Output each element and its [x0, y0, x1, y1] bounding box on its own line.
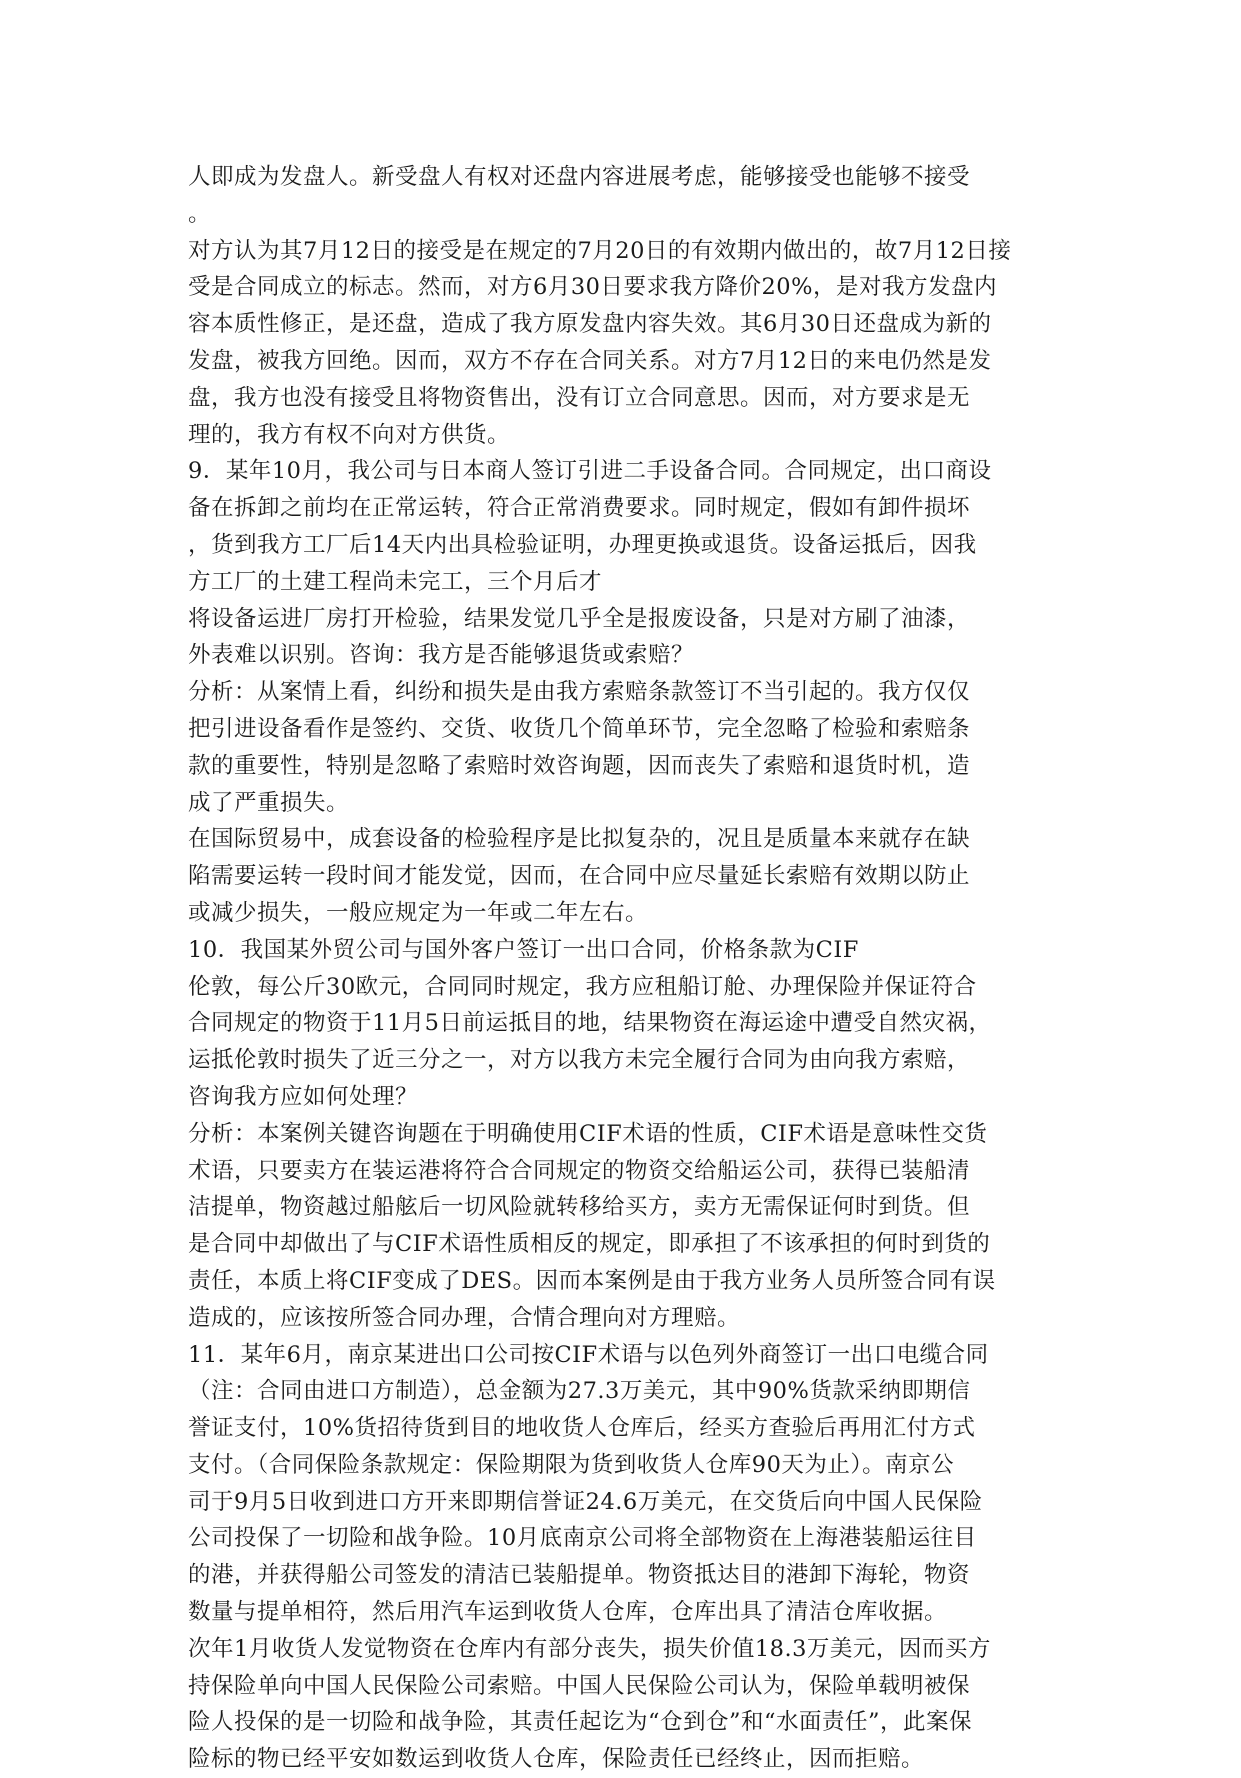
- text-line: 理的，我方有权不向对方供货。: [188, 421, 511, 448]
- text-line: ，货到我方工厂后14天内出具检验证明，办理更换或退货。设备运抵后，因我: [188, 531, 977, 558]
- text-line: 的港，并获得船公司签发的清洁已装船提单。物资抵达目的港卸下海轮，物资: [188, 1562, 971, 1589]
- text-line: 在国际贸易中，成套设备的检验程序是比拟复杂的，况且是质量本来就存在缺: [188, 826, 971, 853]
- text-line: 方工厂的土建工程尚未完工，三个月后才: [188, 568, 603, 595]
- text-line: 公司投保了一切险和战争险。10月底南京公司将全部物资在上海港装船运往目: [188, 1525, 977, 1552]
- document-body-text: [188, 159, 1068, 1778]
- text-line: 分析：本案例关键咨询题在于明确使用CIF术语的性质，CIF术语是意味性交货: [188, 1120, 988, 1147]
- text-line: 数量与提单相符，然后用汽车运到收货人仓库，仓库出具了清洁仓库收据。: [188, 1599, 948, 1626]
- text-line: 支付。（合同保险条款规定：保险期限为货到收货人仓库90天为止）。南京公: [188, 1451, 955, 1478]
- text-line: 造成的，应该按所签合同办理，合情合理向对方理赔。: [188, 1304, 741, 1331]
- text-line: 陷需要运转一段时间才能发觉，因而，在合同中应尽量延长索赔有效期以防止: [188, 863, 971, 890]
- text-line: 责任，本质上将CIF变成了DES。因而本案例是由于我方业务人员所签合同有误: [188, 1267, 996, 1294]
- text-line: 分析：从案情上看，纠纷和损失是由我方索赔条款签订不当引起的。我方仅仅: [188, 679, 971, 706]
- text-line: 容本质性修正，是还盘，造成了我方原发盘内容失效。其6月30日还盘成为新的: [188, 311, 992, 338]
- text-line: 发盘，被我方回绝。因而，双方不存在合同关系。对方7月12日的来电仍然是发: [188, 347, 992, 374]
- text-line: 次年1月收货人发觉物资在仓库内有部分丧失，损失价值18.3万美元，因而买方: [188, 1635, 991, 1662]
- text-line: 盘，我方也没有接受且将物资售出，没有订立合同意思。因而，对方要求是无: [188, 384, 971, 411]
- text-line: 或减少损失，一般应规定为一年或二年左右。: [188, 899, 649, 926]
- text-line: 持保险单向中国人民保险公司索赔。中国人民保险公司认为，保险单载明被保: [188, 1672, 971, 1699]
- text-line: （注：合同由进口方制造），总金额为27.3万美元，其中90%货款采纳即期信: [188, 1378, 971, 1405]
- text-line: 洁提单，物资越过船舷后一切风险就转移给买方，卖方无需保证何时到货。但: [188, 1194, 971, 1221]
- text-line: 对方认为其7月12日的接受是在规定的7月20日的有效期内做出的，故7月12日接: [188, 237, 1012, 264]
- text-line: 合同规定的物资于11月5日前运抵目的地，结果物资在海运途中遭受自然灾祸，: [188, 1010, 992, 1037]
- text-line: 把引进设备看作是签约、交货、收货几个简单环节，完全忽略了检验和索赔条: [188, 715, 971, 742]
- text-line: 誉证支付，10%货招待货到目的地收货人仓库后，经买方查验后再用汇付方式: [188, 1415, 976, 1442]
- text-line: 外表难以识别。咨询：我方是否能够退货或索赔？: [188, 642, 695, 669]
- text-line: 险标的物已经平安如数运到收货人仓库，保险责任已经终止，因而拒赔。: [188, 1746, 925, 1773]
- text-line: 运抵伦敦时损失了近三分之一，对方以我方未完全履行合同为由向我方索赔，: [188, 1047, 971, 1074]
- text-line: 人即成为发盘人。新受盘人有权对还盘内容进展考虑，能够接受也能够不接受: [188, 164, 971, 190]
- text-line: 司于9月5日收到进口方开来即期信誉证24.6万美元，在交货后向中国人民保险: [188, 1488, 983, 1515]
- text-line: 备在拆卸之前均在正常运转，符合正常消费要求。同时规定，假如有卸件损坏: [188, 495, 971, 522]
- text-line: 将设备运进厂房打开检验，结果发觉几乎全是报废设备，只是对方刷了油漆，: [188, 605, 971, 632]
- text-line: 是合同中却做出了与CIF术语性质相反的规定，即承担了不该承担的何时到货的: [188, 1231, 991, 1258]
- text-line: 9．某年10月，我公司与日本商人签订引进二手设备合同。合同规定，出口商设: [188, 458, 992, 485]
- text-line: 受是合同成立的标志。然而，对方6月30日要求我方降价20%，是对我方发盘内: [188, 274, 997, 301]
- text-line: 。: [188, 200, 212, 227]
- text-line: 10．我国某外贸公司与国外客户签订一出口合同，价格条款为CIF: [188, 936, 859, 963]
- text-line: 成了严重损失。: [188, 789, 350, 816]
- text-line: 11．某年6月，南京某进出口公司按CIF术语与以色列外商签订一出口电缆合同: [188, 1341, 989, 1368]
- text-line: 伦敦，每公斤30欧元，合同同时规定，我方应租船订舱、办理保险并保证符合: [188, 973, 977, 1000]
- text-line: 险人投保的是一切险和战争险，其责任起讫为“仓到仓”和“水面责任”，此案保: [188, 1709, 973, 1736]
- text-line: 咨询我方应如何处理？: [188, 1083, 419, 1110]
- text-line: 款的重要性，特别是忽略了索赔时效咨询题，因而丧失了索赔和退货时机，造: [188, 752, 971, 779]
- text-line: 术语，只要卖方在装运港将符合合同规定的物资交给船运公司，获得已装船清: [188, 1157, 971, 1184]
